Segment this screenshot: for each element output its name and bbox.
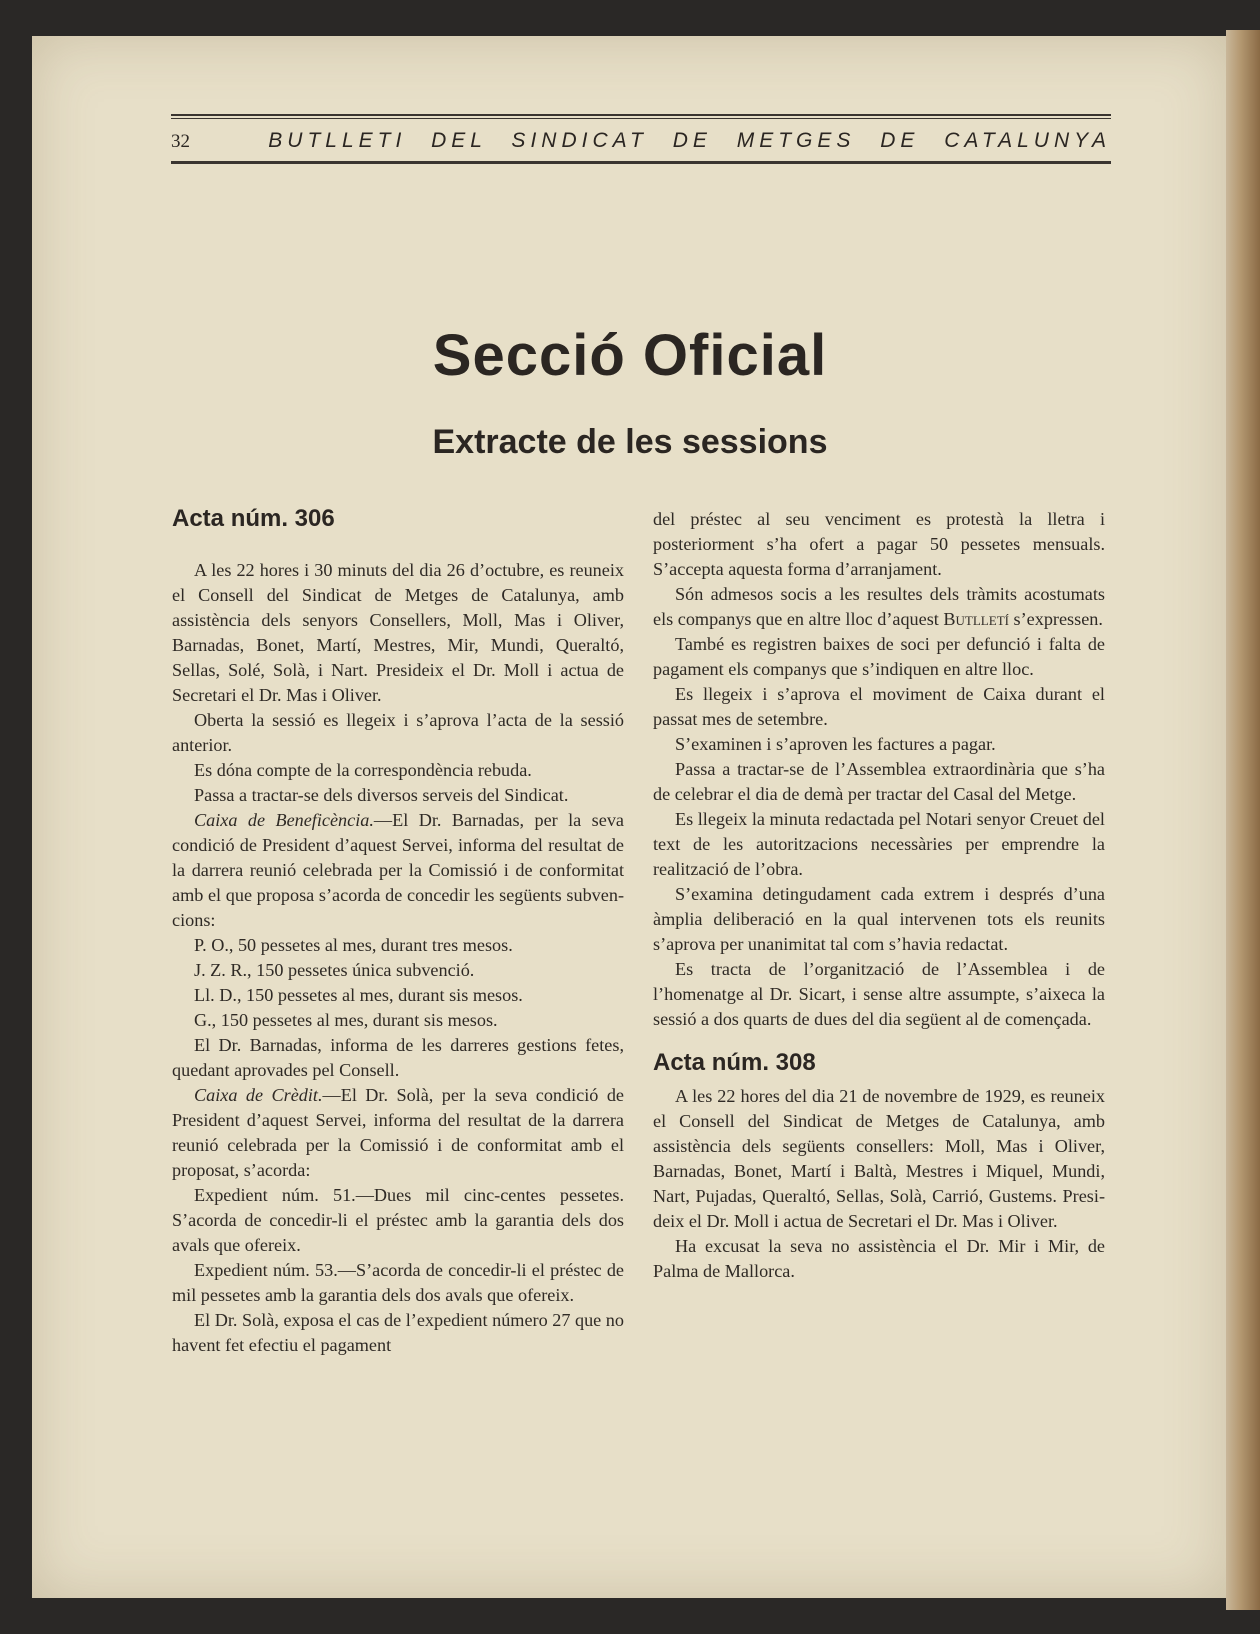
paragraph: Es tracta de l’organització de l’Assemblea i de l’homenatge al Dr. Sicart, i sense altre assumpte, s’aixeca la sessió a dos quarts de dues del dia següent al de començada. — [653, 959, 1105, 1029]
butlleti-smallcaps: Butlletí — [943, 609, 1009, 629]
paragraph: Ll. D., 150 pessetes al mes, durant sis mesos. — [194, 985, 523, 1005]
acta-306-heading: Acta núm. 306 — [172, 505, 335, 532]
paragraph: G., 150 pessetes al mes, durant sis mesos. — [194, 1010, 498, 1030]
paragraph: Oberta la sessió es llegeix i s’aprova l’acta de la sessió anterior. — [172, 710, 624, 755]
paragraph: Passa a tractar-se de l’Assemblea extraordinària que s’ha de celebrar el dia de demà per tractar del Casal del Metge. — [653, 759, 1105, 804]
paragraph: P. O., 50 pessetes al mes, durant tres mesos. — [194, 935, 513, 955]
paragraph: del préstec al seu venciment es protestà la lletra i posteriorment s’ha ofert a pagar 50 pessetes mensuals. S’accepta aquesta forma d’arranjament. — [653, 509, 1105, 579]
section-subtitle: Extracte de les sessions — [432, 423, 828, 461]
header-rule-bottom — [171, 162, 1111, 164]
journal-title: BUTLLETI DEL SINDICAT DE METGES DE CATALUNYA — [268, 129, 1111, 152]
paragraph: Es llegeix i s’aprova el moviment de Caixa durant el passat mes de setembre. — [653, 684, 1105, 729]
paragraph — [653, 582, 1105, 632]
section-title: Secció Oficial — [432, 323, 828, 388]
paragraph: Es dóna compte de la correspondència rebuda. — [194, 760, 532, 780]
paragraph: El Dr. Barnadas, informa de les darreres gestions fetes, quedant aprovades pel Consell. — [172, 1035, 624, 1080]
paragraph: S’examinen i s’aproven les factures a pagar. — [675, 734, 996, 754]
paragraph: Ha excusat la seva no assistència el Dr. Mir i Mir, de Palma de Mallorca. — [653, 1236, 1105, 1281]
caixa-credit-label: Caixa de Crèdit. — [194, 1085, 323, 1105]
running-header — [171, 114, 1111, 164]
right-column — [653, 507, 1105, 1284]
paragraph-text: s’expressen. — [1008, 609, 1103, 629]
paragraph — [172, 1083, 624, 1183]
paragraph — [172, 808, 624, 933]
paragraph: El Dr. Solà, exposa el cas de l’expedient número 27 que no havent fet efectiu el pagament — [172, 1310, 624, 1355]
caixa-beneficencia-label: Caixa de Beneficència. — [194, 810, 374, 830]
paragraph: S’examina detingudament cada extrem i després d’una àmplia deliberació en la qual intervenen tots els reunits s’aprova per unanimitat tal com s’havia redactat. — [653, 884, 1105, 954]
paragraph: Expedient núm. 53.—S’acorda de concedir-li el préstec de mil pessetes amb la garantia dels dos avals que ofereix. — [172, 1260, 624, 1305]
paragraph: J. Z. R., 150 pessetes única subvenció. — [194, 960, 475, 980]
paragraph: A les 22 hores del dia 21 de novembre de 1929, es reuneix el Consell del Sindicat de Metges de Catalunya, amb assistència dels següents consellers: Moll, Mas i Oliver, Barnadas, Bonet, Martí i Baltà, Mestres i Miquel, Mundi, Nart, Pujadas, Queraltó, Sellas, Solà, Carrió, Gustems. Presideix el Dr. Moll i actua de Secretari el Dr. Mas i Oliver. — [653, 1086, 1105, 1231]
paragraph: Es llegeix la minuta redactada pel Notari senyor Creuet del text de les autoritzacions necessàries per emprendre la realització de l’obra. — [653, 809, 1105, 879]
paragraph-text: Són admesos socis a les resultes dels tràmits acostumats els companys que en altre lloc d’aquest — [653, 584, 1105, 629]
page-number: 32 — [171, 131, 190, 152]
paragraph-text: —El Dr. Solà, per la seva condició de President d’aquest Servei, informa del resultat de la darrera reunió celebrada per la Comissió i de conformitat amb el proposat, s’acorda: — [172, 1085, 624, 1180]
left-column — [172, 502, 624, 1358]
paragraph: També es registren baixes de soci per defunció i falta de pagament els companys que s’indiquen en altre lloc. — [653, 634, 1105, 679]
book-spine — [1226, 30, 1260, 1610]
paragraph-text: —El Dr. Barnadas, per la seva condició de President d’aquest Servei, informa del resultat de la darrera reunió celebrada per la Comissió i de conformitat amb el que proposa s’acorda de concedir les següents subvencions: — [172, 810, 624, 930]
paragraph: A les 22 hores i 30 minuts del dia 26 d’octubre, es reuneix el Consell del Sindicat de Metges de Catalunya, amb assistència dels senyors Consellers, Moll, Mas i Oliver, Barnadas, Bonet, Martí, Mestres, Mir, Mundi, Queraltó, Sellas, Solé, Solà, i Nart. Presideix el Dr. Moll i actua de Secretari el Dr. Mas i Oliver. — [172, 560, 624, 705]
paragraph: Passa a tractar-se dels diversos serveis del Sindicat. — [194, 785, 569, 805]
acta-308-heading: Acta núm. 308 — [653, 1049, 816, 1076]
paragraph: Expedient núm. 51.—Dues mil cinc-centes pessetes. S’acorda de concedir-li el préstec amb la garantia dels dos avals que ofereix. — [172, 1185, 624, 1255]
header-rule-top — [171, 114, 1111, 116]
